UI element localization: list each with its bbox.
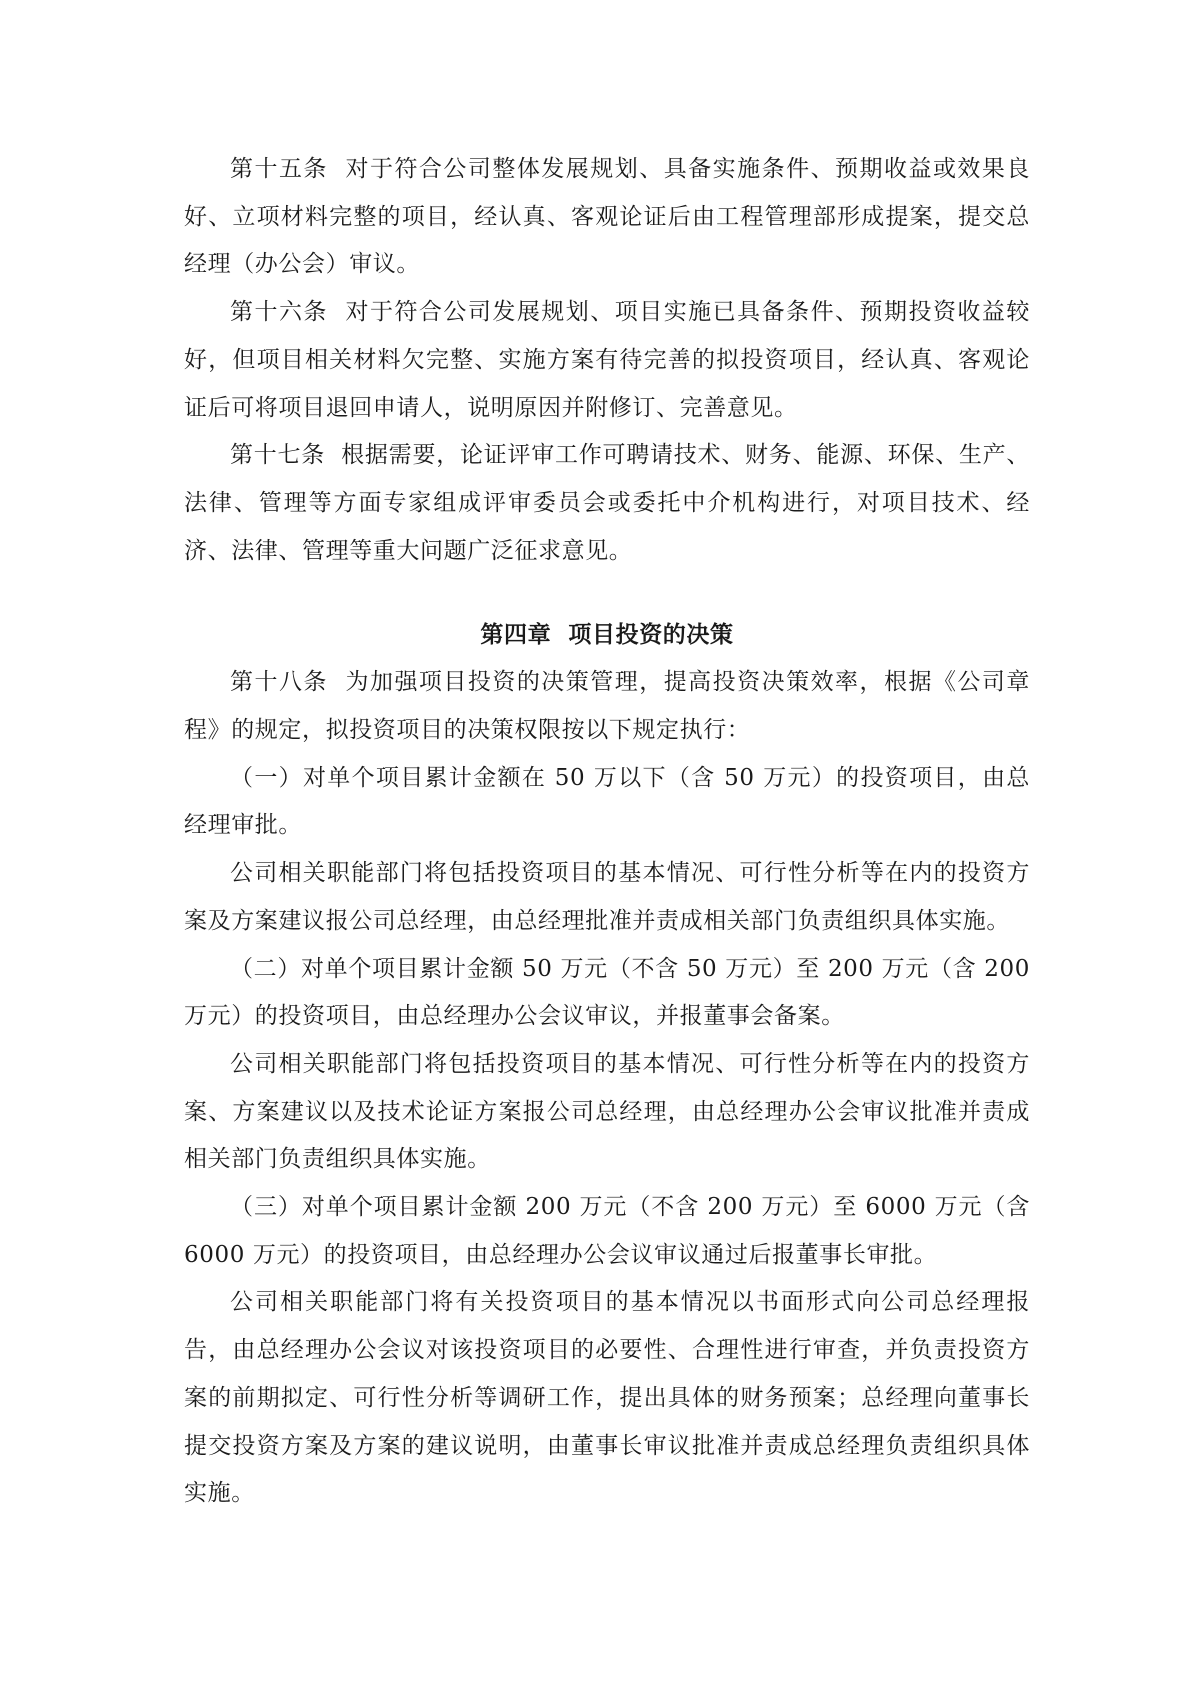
chapter-4-heading: 第四章 项目投资的决策 — [480, 621, 734, 649]
article-17-paragraph: 第十七条 根据需要，论证评审工作可聘请技术、财务、能源、环保、生产、法律、管理等方面专家组成评审委员会或委托中介机构进行，对项目技术、经济、法律、管理等重大问题广泛征求意见。 — [184, 442, 1030, 564]
clause-1-detail-paragraph: 公司相关职能部门将包括投资项目的基本情况、可行性分析等在内的投资方案及方案建议报公司总经理，由总经理批准并责成相关部门负责组织具体实施。 — [184, 860, 1030, 934]
clause-3-detail-paragraph: 公司相关职能部门将有关投资项目的基本情况以书面形式向公司总经理报告，由总经理办公会议对该投资项目的必要性、合理性进行审查，并负责投资方案的前期拟定、可行性分析等调研工作，提出具体的财务预案；总经理向董事长提交投资方案及方案的建议说明，由董事长审议批准并责成总经理负责组织具体实施。 — [184, 1289, 1030, 1507]
clause-2-detail-paragraph: 公司相关职能部门将包括投资项目的基本情况、可行性分析等在内的投资方案、方案建议以及技术论证方案报公司总经理，由总经理办公会审议批准并责成相关部门负责组织具体实施。 — [184, 1050, 1030, 1173]
clause-1-paragraph: （一）对单个项目累计金额在 50 万以下（含 50 万元）的投资项目，由总经理审批。 — [184, 764, 1030, 839]
article-15-paragraph: 第十五条 对于符合公司整体发展规划、具备实施条件、预期收益或效果良好、立项材料完整的项目，经认真、客观论证后由工程管理部形成提案，提交总经理（办公会）审议。 — [184, 156, 1030, 278]
clause-2-paragraph: （二）对单个项目累计金额 50 万元（不含 50 万元）至 200 万元（含 200 万元）的投资项目，由总经理办公会议审议，并报董事会备案。 — [184, 955, 1038, 1030]
article-18-paragraph: 第十八条 为加强项目投资的决策管理，提高投资决策效率，根据《公司章程》的规定，拟投资项目的决策权限按以下规定执行： — [184, 669, 1030, 744]
clause-3-paragraph: （三）对单个项目累计金额 200 万元（不含 200 万元）至 6000 万元（含 6000 万元）的投资项目，由总经理办公会议审议通过后报董事长审批。 — [184, 1194, 1038, 1268]
article-16-paragraph: 第十六条 对于符合公司发展规划、项目实施已具备条件、预期投资收益较好，但项目相关材料欠完整、实施方案有待完善的拟投资项目，经认真、客观论证后可将项目退回申请人，说明原因并附修订、完善意见。 — [184, 299, 1030, 421]
